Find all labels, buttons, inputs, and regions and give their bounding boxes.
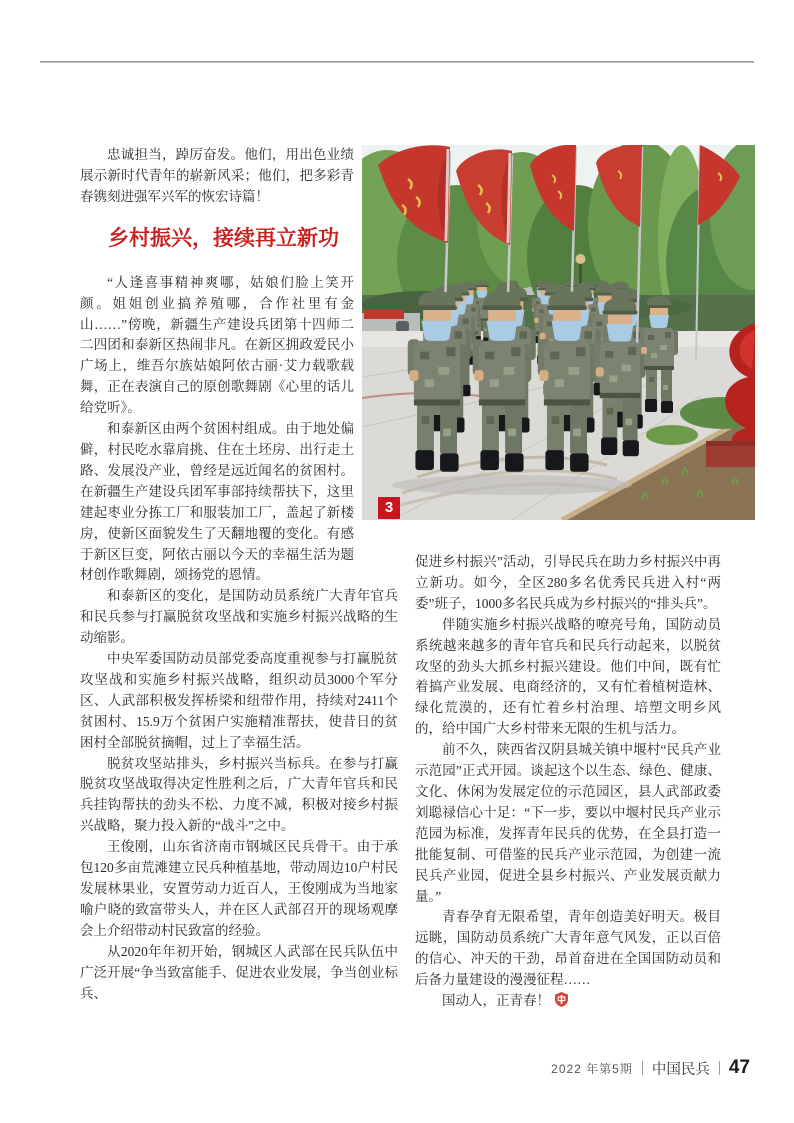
lead-paragraph: 忠诚担当，踔厉奋发。他们，用出色业绩展示新时代青年的崭新风采；他们，把多彩青春镌刻进强军兴军的恢宏诗篇！	[80, 147, 354, 204]
paragraph: 青春孕育无限希望，青年创造美好明天。极目远眺，国防动员系统广大青年意气风发，正以百倍的信心、冲天的干劲，昂首奋进在全国国防动员和后备力量建设的漫漫征程……	[415, 909, 721, 988]
paragraph: 和泰新区由两个贫困村组成。由于地处偏僻，村民吃水靠肩挑、住在土坯房、出行走土路、发展没产业，曾经是远近闻名的贫困村。在新疆生产建设兵团军事部持续帮扶下，这里建起枣业分拣工厂和服装加工厂，盖起了新楼房，使新区面貌发生了天翻地覆的变化。有感于新区巨变，阿依古丽以今天的幸福生活为题材创作歌舞剧，颂扬党的恩情。	[80, 421, 354, 583]
paragraph: 中央军委国防动员部党委高度重视参与打赢脱贫攻坚战和实施乡村振兴战略，组织动员3000个军分区、人武部积极发挥桥梁和纽带作用，持续对2411个贫困村、15.9万个贫困户实施精准帮扶，使昔日的贫困村全部脱贫摘帽，过上了幸福生活。	[80, 651, 398, 750]
footer-issue: 2022 年第5期	[551, 1061, 633, 1076]
page-footer	[551, 1057, 750, 1079]
paragraph: 促进乡村振兴”活动，引导民兵在助力乡村振兴中再立新功。如今，全区280多名优秀民兵进入村“两委”班子，1000多名民兵成为乡村振兴的“排头兵”。	[415, 554, 721, 611]
article-left-column	[80, 145, 398, 1004]
footer-page-number: 47	[728, 1057, 750, 1078]
scooter-rider	[396, 321, 409, 332]
paragraph: 王俊刚，山东省济南市钢城区民兵骨干。由于承包120多亩荒滩建立民兵种植基地，带动周边10户村民发展林果业，安置劳动力近百人，王俊刚成为当地家喻户晓的致富带头人，并在区人武部召开的现场观摩会上介绍带动村民致富的经验。	[80, 839, 398, 938]
article-photo	[362, 145, 755, 520]
photo-number-badge: 3	[378, 497, 400, 519]
section-heading: 乡村振兴，接续再立新功	[108, 226, 339, 250]
paragraph: 伴随实施乡村振兴战略的嘹亮号角，国防动员系统越来越多的青年官兵和民兵行动起来，以脱贫攻坚的劲头大抓乡村振兴建设。他们中间，既有忙着搞产业发展、电商经济的，又有忙着植树造林、绿化荒漠的，还有忙着乡村治理、培塑文明乡风的，给中国广大乡村带来无限的生机与活力。	[415, 616, 721, 737]
article-end-mark-icon	[555, 992, 568, 1007]
paragraph: 和泰新区的变化，是国防动员系统广大青年官兵和民兵参与打赢脱贫攻坚战和实施乡村振兴战略的生动缩影。	[80, 588, 398, 646]
article-right-column	[415, 552, 721, 1012]
footer-magazine-title: 中国民兵	[651, 1061, 710, 1078]
paragraph: 前不久，陕西省汉阴县城关镇中堰村“民兵产业示范园”正式开园。谈起这个以生态、绿色、健康、文化、休闲为发展定位的示范园区，县人武部政委刘聪禄信心十足：“下一步，要以中堰村民兵产业示范园为标准，发挥青年民兵的优势，在全县打造一批能复制、可借鉴的民兵产业示范园，为创建一流民兵产业园，促进全县乡村振兴、产业发展贡献力量。”	[415, 742, 721, 904]
paragraph: “人逢喜事精神爽哪，姑娘们脸上笑开颜。姐姐创业搞养殖哪，合作社里有金山……”傍晚，新疆生产建设兵团第十四师二二四团和泰新区热闹非凡。在新区拥政爱民小广场上，维吾尔族姑娘阿依古丽·艾力载歌载舞，正在表演自己的原创歌舞剧《心里的话儿给党听》。	[80, 274, 354, 416]
footer-separator	[642, 1061, 643, 1075]
paragraph: 脱贫攻坚站排头，乡村振兴当标兵。在参与打赢脱贫攻坚战取得决定性胜利之后，广大青年官兵和民兵挂钩帮扶的劲头不松、力度不减，积极对接乡村振兴战略，聚力投入新的“战斗”之中。	[80, 755, 398, 834]
closing-text: 国动人，正青春！	[442, 993, 550, 1009]
footer-separator	[719, 1061, 720, 1075]
closing-line	[415, 991, 721, 1012]
paragraph: 从2020年年初开始，钢城区人武部在民兵队伍中广泛开展“争当致富能手、促进农业发展，争当创业标兵、	[80, 943, 398, 1001]
top-rule	[40, 61, 754, 63]
